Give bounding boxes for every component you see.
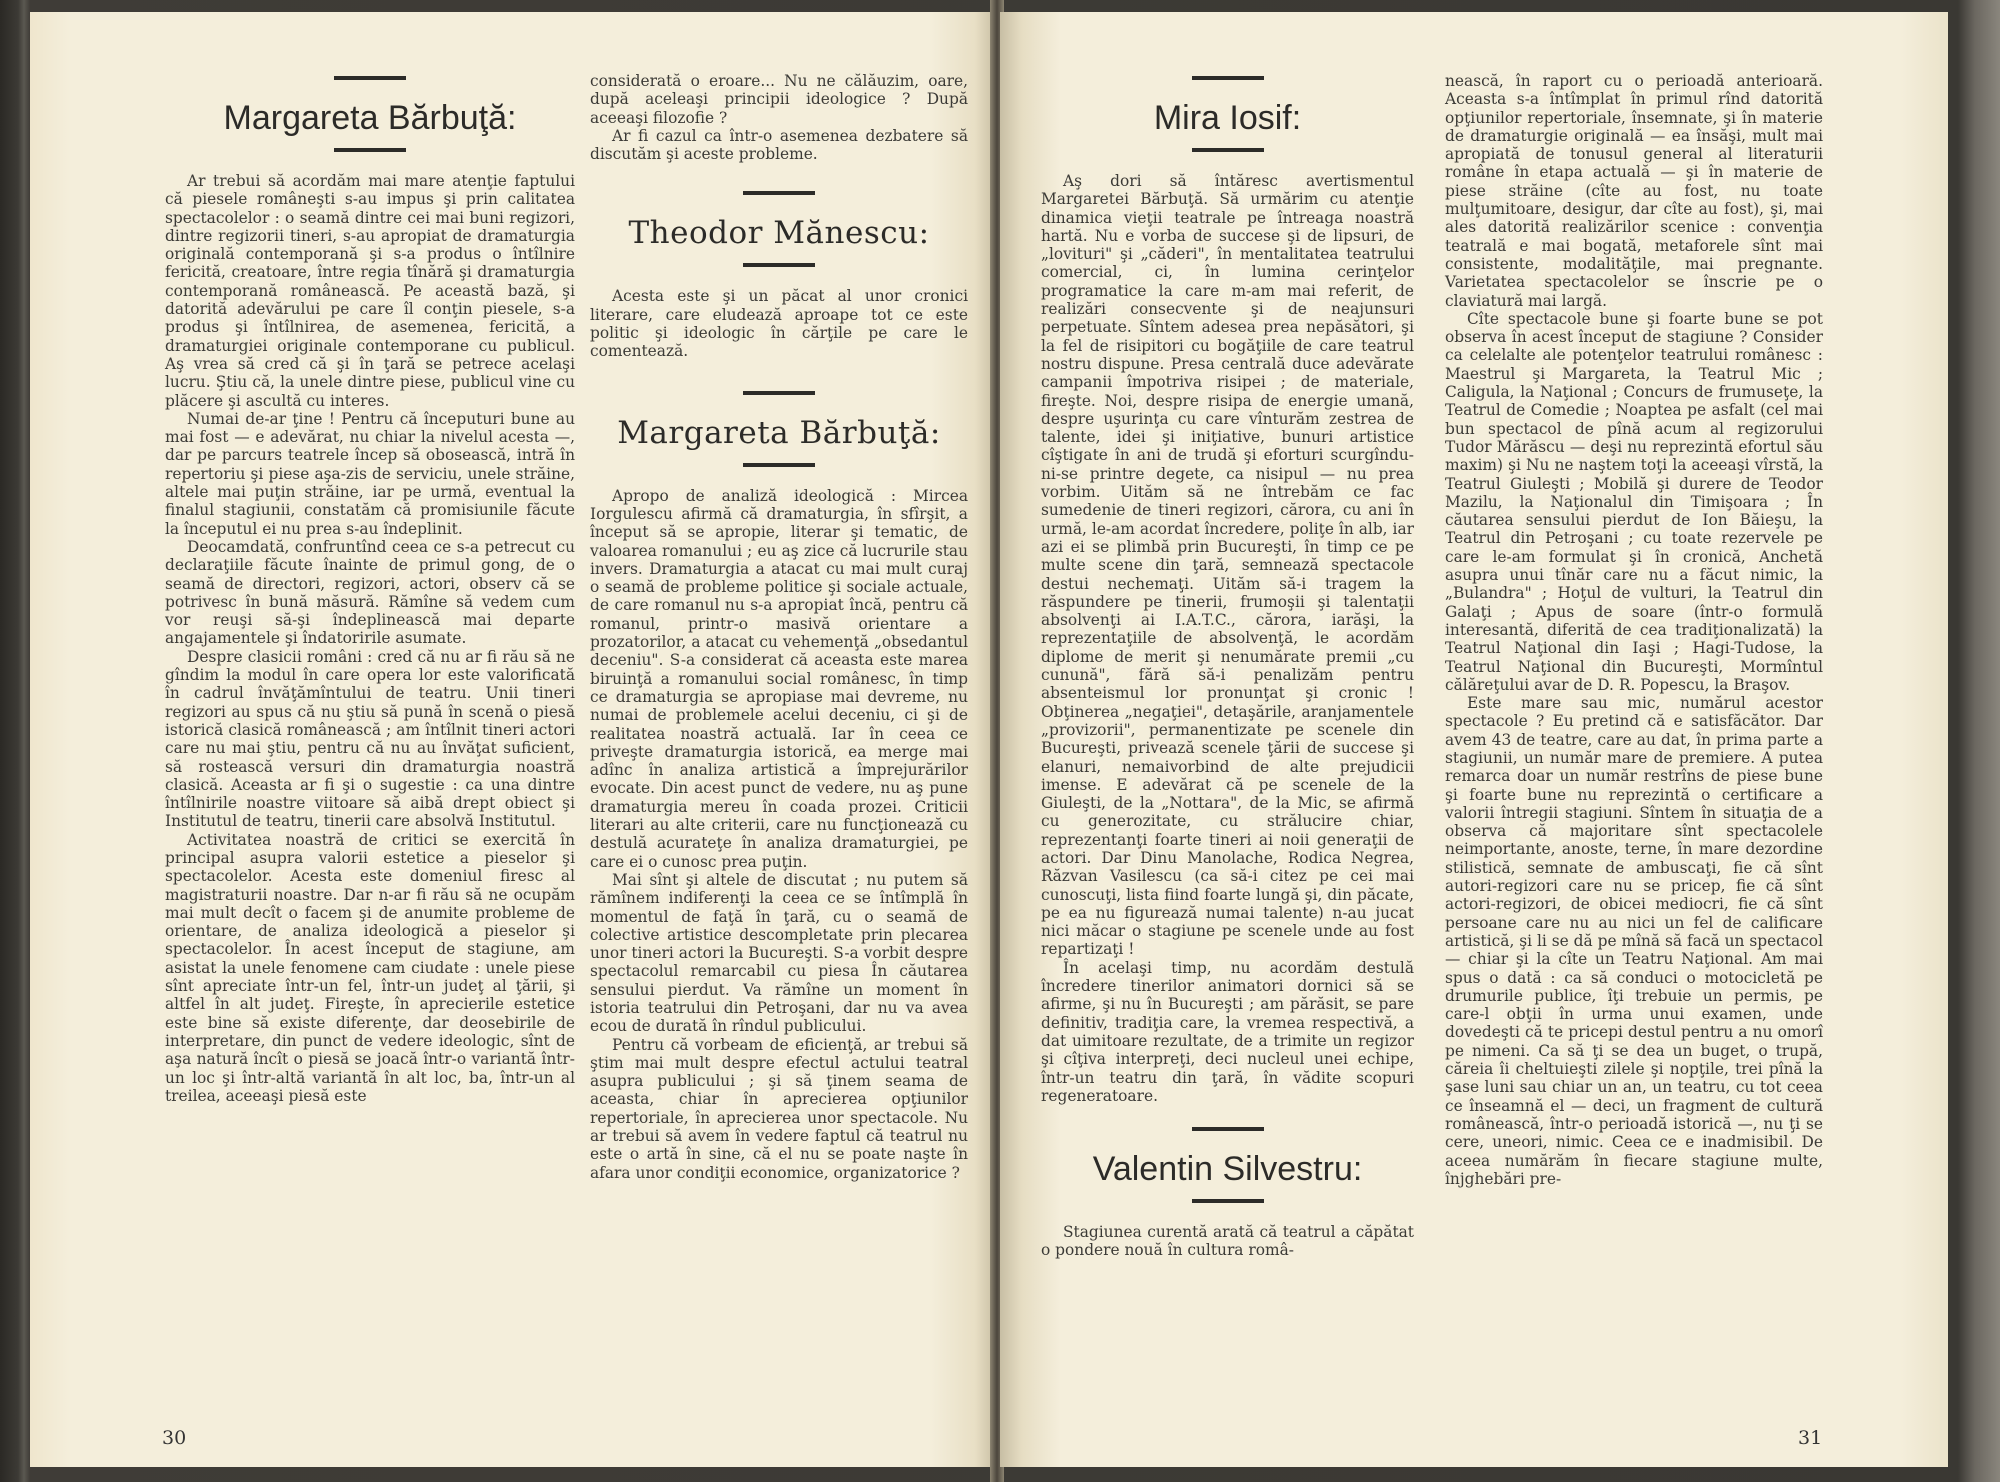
paragraph: Este mare sau mic, numărul acestor spectacole ? Eu pretind că e satisfăcător. Dar avem 43 de teatre, care au dat, în prima parte a stagiunii, un număr mare de premiere. A putea remarca doar un număr restrîns de piese bune şi foarte bune nu reprezintă o certificare a valorii întregii stagiuni. Sîntem în situaţia de a observa că majoritare sînt spectacolele neimportante, anoste, terne, în mare dezordine stilistică, semnate de ambuscaţi, fie că sînt autori-regizori care nu se pricep, fie că sînt actori-regizori, de obicei mediocri, fie că sînt persoane care nu au nici un fel de calificare artistică, şi li se dă pe mînă să facă un spectacol — chiar şi la cîte un Teatru Naţional. Am mai spus o dată : ca să conduci o motocicletă pe drumurile publice, îţi trebuie un permis, pe care-l obţii în urma unui examen, unde dovedeşti că te pricepi destul pentru a nu omorî pe nimeni. Ca să ţi se dea un buget, o trupă, căreia îi cheltuieşti zilele şi nopţile, trei pînă la şase luni sau chiar un an, un teatru, cu tot ceea ce înseamnă el — deci, un fragment de cultură românească, într-o perioadă istorică —, nu ţi se cere, uneori, nimic. Ceea ce e inadmisibil. De aceea numărăm în fiecare stagiune multe, înjghebări pre- — [1445, 694, 1823, 1188]
heading-rule-bottom — [743, 463, 815, 467]
heading-rule-bottom — [743, 263, 815, 267]
paragraph: În acelaşi timp, nu acordăm destulă încredere tinerilor animatori dornici să se afirme, şi nu în Bucureşti ; am părăsit, se pare definitiv, tradiţia care, la vremea respectivă, a dat uimitoare rezultate, de a trimite un regizor şi cîţiva interpreţi, deci nucleul unei echipe, într-un teatru din ţară, în vădite scopuri regeneratoare. — [1041, 958, 1414, 1105]
paragraph: Deocamdată, confruntînd ceea ce s-a petrecut cu declaraţiile făcute înainte de primul gong, de o seamă de directori, regizori, actori, observ că se potrivesc în bună măsură. Rămîne să vedem cum vor reuşi să-şi îndeplinească mai departe angajamentele şi îndatoririle asumate. — [165, 537, 575, 648]
speaker-heading-iosif: Mira Iosif: — [1153, 99, 1302, 137]
heading-rule-top — [743, 391, 815, 395]
paragraph: Despre clasicii români : cred că nu ar fi rău să ne gîndim la modul în care opera lor este valorificată în cadrul învăţămîntului de teatru. Unii tineri regizori au spus că nu ştiu să pună în scenă o piesă istorică clasică românească ; am întîlnit tineri actori care nu mai ştiu, pentru că nu au învăţat suficient, să rostească versuri din dramaturgia noastră clasică. Aceasta ar fi şi o sugestie : ca una dintre întîlnirile noastre viitoare să aibă drept obiect şi Institutul de teatru, tinerii care absolvă Institutul. — [165, 647, 575, 831]
speaker-heading-silvestru: Valentin Silvestru: — [1092, 1150, 1363, 1189]
left-column-2 — [590, 72, 968, 1182]
paragraph: Ar trebui să acordăm mai mare atenţie faptului că piesele româneşti s-au impus şi prin calitatea spectacolelor : o seamă dintre cei mai buni regizori, dintre regizorii tineri, s-au apropiat de dramaturgia originală contemporană şi s-a produs o întîlnire fericită, creatoare, între regia tînără şi dramaturgia contemporană românească. Pe această bază, şi datorită adevărului pe care îl conţin piesele, s-a produs şi întîlnirea, de asemenea, fericită, a dramaturgiei originale contemporane cu publicul. Aş vrea să cred că şi în ţară se petrece acelaşi lucru. Ştiu că, la unele dintre piese, publicul vine cu plăcere şi ascultă cu interes. — [165, 172, 575, 410]
speaker-heading-barbuta: Margareta Bărbuţă: — [223, 99, 517, 137]
heading-rule-top — [743, 191, 815, 195]
speaker-heading-manescu: Theodor Mănescu: — [628, 215, 930, 252]
right-page — [1000, 12, 1948, 1467]
paragraph: nească, în raport cu o perioadă anterioară. Aceasta s-a întîmplat în primul rînd datorită opţiunilor repertoriale, însemnate, şi în materie de dramaturgie originală — ea însăşi, mult mai apropiată de tonusul general al literaturii române în etapa actuală — şi în materie de piese străine (cîte au fost, nu toate mulţumitoare, desigur, dar cîte au fost), şi, mai ales datorită realizărilor scenice : convenţia teatrală e mai bogată, metaforele sînt mai consistente, modalităţile, mai pregnante. Varietatea spectacolelor se înscrie pe o claviatură mai largă. — [1445, 72, 1823, 310]
heading-rule-bottom — [1192, 148, 1264, 152]
paragraph: Mai sînt şi altele de discutat ; nu putem să rămînem indiferenţi la ceea ce se întîmplă în momentul de faţă în ţară, cu o seamă de colective artistice descompletate prin plecarea unor tineri actori la Bucureşti. S-a vorbit despre spectacolul remarcabil cu piesa În căutarea sensului pierdut. Va rămîne un moment în istoria teatrului din Petroşani, dar nu va avea ecou de durată în rîndul publicului. — [590, 870, 968, 1036]
paragraph: considerată o eroare... Nu ne călăuzim, oare, după aceleaşi principii ideologice ? După aceeaşi filozofie ? — [590, 72, 968, 127]
paragraph: Acesta este şi un păcat al unor cronici literare, care eludează aproape tot ce este politic şi ideologic în cărţile pe care le comentează. — [590, 287, 968, 361]
paragraph: Stagiunea curentă arată că teatrul a căpătat o pondere nouă în cultura româ- — [1041, 1223, 1414, 1260]
right-column-1 — [1041, 70, 1414, 1260]
heading-rule-top — [334, 76, 406, 80]
paragraph: Cîte spectacole bune şi foarte bune se pot observa în acest început de stagiune ? Consider ca celelalte ale potenţelor teatrului românesc : Maestrul şi Margareta, la Teatrul Mic ; Caligula, la Naţional ; Concurs de frumuseţe, la Teatrul de Comedie ; Noaptea pe asfalt (cel mai bun spectacol de pînă acum al regizorului Tudor Mărăscu — deşi nu reprezintă efortul său maxim) şi Nu ne naştem toţi la aceeaşi vîrstă, la Teatrul Giuleşti ; Mobilă şi durere de Teodor Mazilu, la Naţionalul din Timişoara ; În căutarea sensului pierdut de Ion Băieşu, la Teatrul din Petroşani ; cu toate rezervele pe care le-am formulat şi în cronică, Anchetă asupra unui tînăr care nu a făcut nimic, la „Bulandra" ; Hoţul de vulturi, la Teatrul din Galaţi ; Apus de soare (într-o formulă interesantă, diferită de cea tradiţionalizată) la Teatrul Naţional din Iaşi ; Hagi-Tudose, la Teatrul Naţional din Bucureşti, Mormîntul călăreţului avar de D. R. Popescu, la Braşov. — [1445, 309, 1823, 694]
page-number: 30 — [162, 1427, 187, 1449]
heading-rule-bottom — [334, 148, 406, 152]
paragraph: Activitatea noastră de critici se exercită în principal asupra valorii estetice a pieselor şi spectacolelor. Acesta este domeniul firesc al magistraturii noastre. Dar n-ar fi rău să ne ocupăm mai mult decît o facem şi de anumite probleme de orientare, de analiza ideologică a pieselor şi spectacolelor. În acest început de stagiune, am asistat la unele fenomene cam ciudate : unele piese sînt apreciate într-un fel, într-un judeţ al ţării, şi altfel în alt judeţ. Fireşte, în aprecierile estetice este bine să existe diferenţe, dar deosebirile de interpretare, din punct de vedere ideologic, sînt de aşa natură încît o piesă se joacă într-o variantă într-un loc şi într-altă variantă în alt loc, ba, într-un al treilea, aceeaşi piesă este — [165, 830, 575, 1105]
page-number: 31 — [1798, 1427, 1823, 1449]
heading-rule-top — [1192, 76, 1264, 80]
paragraph: Ar fi cazul ca într-o asemenea dezbatere să discutăm şi aceste probleme. — [590, 126, 968, 164]
left-column-1 — [165, 70, 575, 1105]
paragraph: Pentru că vorbeam de eficienţă, ar trebui să ştim mai mult despre efectul actului teatral asupra publicului ; şi să ţinem seama de aceasta, chiar în aprecierea opţiunilor repertoriale, în aprecierea unor spectacole. Nu ar trebui să avem în vedere faptul că teatrul nu este o artă în sine, că el nu se poate naşte în afara unor condiţii economice, organizatorice ? — [590, 1035, 968, 1182]
right-column-2 — [1445, 72, 1823, 1188]
paragraph: Numai de-ar ţine ! Pentru că începuturi bune au mai fost — e adevărat, nu chiar la nivelul acesta —, dar pe parcurs teatrele încep să obosească, intră în repertoriu şi piese aşa-zis de serviciu, unele străine, altele mai puţin străine, iar pe urmă, eventual la finalul stagiunii, constatăm că promisiunile făcute la începutul ei nu prea s-au îndeplinit. — [165, 409, 575, 538]
left-page — [30, 12, 995, 1467]
paragraph: Aş dori să întăresc avertismentul Margaretei Bărbuţă. Să urmărim cu atenţie dinamica vieţii teatrale pe întreaga noastră hartă. Nu e vorba de succese şi de lipsuri, de „lovituri" şi „căderi", în mentalitatea teatrului comercial, ci, în lumina cerinţelor programatice la care m-am mai referit, de realizări consecvente şi de neajunsuri perpetuate. Sîntem adesea prea nepăsători, şi la fel de risipitori cu bogăţiile de care teatrul nostru dispune. Presa centrală duce adevărate campanii împotriva risipei ; de materiale, fireşte. Noi, despre risipa de energie umană, despre uşurinţa cu care vînturăm zestrea de talente, idei şi iniţiative, bunuri artistice cîştigate în ani de trudă şi eforturi scurgîndu-ni-se printre degete, ca nisipul — nu prea vorbim. Uităm să ne întrebăm ce fac sumedenie de tineri regizori, cărora, cu ani în urmă, le-am acordat încredere, poliţe în alb, iar azi ei se plimbă prin Bucureşti, în timp ce pe multe scene din ţară, semnează spectacole destui nechemaţi. Uităm să-i tragem la răspundere pe tinerii, frumoşii şi talentaţii absolvenţi ai I.A.T.C., cărora, iarăşi, la reprezentaţiile de absolvenţă, le acordăm diplome de merit şi nenumărate premii „cu cunună", fără să-i penalizăm pentru absenteismul lor pronunţat şi cronic ! Obţinerea „negaţiei", detaşările, aranjamentele „provizorii", permanentizate pe scenele din Bucureşti, privează scenele ţării de succese şi elanuri, nemaivorbind de alte prejudicii imense. E adevărat că pe scenele de la Giuleşti, de la „Nottara", de la Mic, se afirmă cu generozitate, cu strălucire chiar, reprezentanţi foarte tineri ai noii generaţii de actori. Dar Dinu Manolache, Rodica Negrea, Răzvan Vasilescu (ca să-i citez pe cei mai cunoscuţi, lista fiind foarte lungă şi, din păcate, pe ea nu figurează numai talente) n-au jucat nici măcar o stagiune pe scenele unde au fost repartizaţi ! — [1041, 172, 1414, 959]
heading-rule-bottom — [1192, 1199, 1264, 1203]
speaker-heading-barbuta-2: Margareta Bărbuţă: — [617, 414, 941, 451]
heading-rule-top — [1192, 1127, 1264, 1131]
paragraph: Apropo de analiză ideologică : Mircea Iorgulescu afirmă că dramaturgia, în sfîrşit, a început să se apropie, literar şi tematic, de valoarea romanului ; eu aş zice că lucrurile stau invers. Dramaturgia a atacat cu mai mult curaj o seamă de probleme politice şi sociale actuale, de care romanul nu s-a apropiat încă, pentru că romanul, printr-o masivă orientare a prozatorilor, a atacat cu vehemenţă „obsedantul deceniu". S-a considerat că aceasta este marea biruinţă a romanului social românesc, în timp ce dramaturgia se apropiase mai devreme, nu numai de problemele acelui deceniu, ci şi de realitatea noastră actuală. Iar în ceea ce priveşte dramaturgia istorică, ea merge mai adînc în analiza artistică a împrejurărilor evocate. Din acest punct de vedere, nu aş pune dramaturgia mereu în coada prozei. Criticii literari au alte criterii, care nu funcţionează cu destulă acurateţe în analiza dramaturgiei, pe care ei o cunosc prea puţin. — [590, 486, 968, 871]
